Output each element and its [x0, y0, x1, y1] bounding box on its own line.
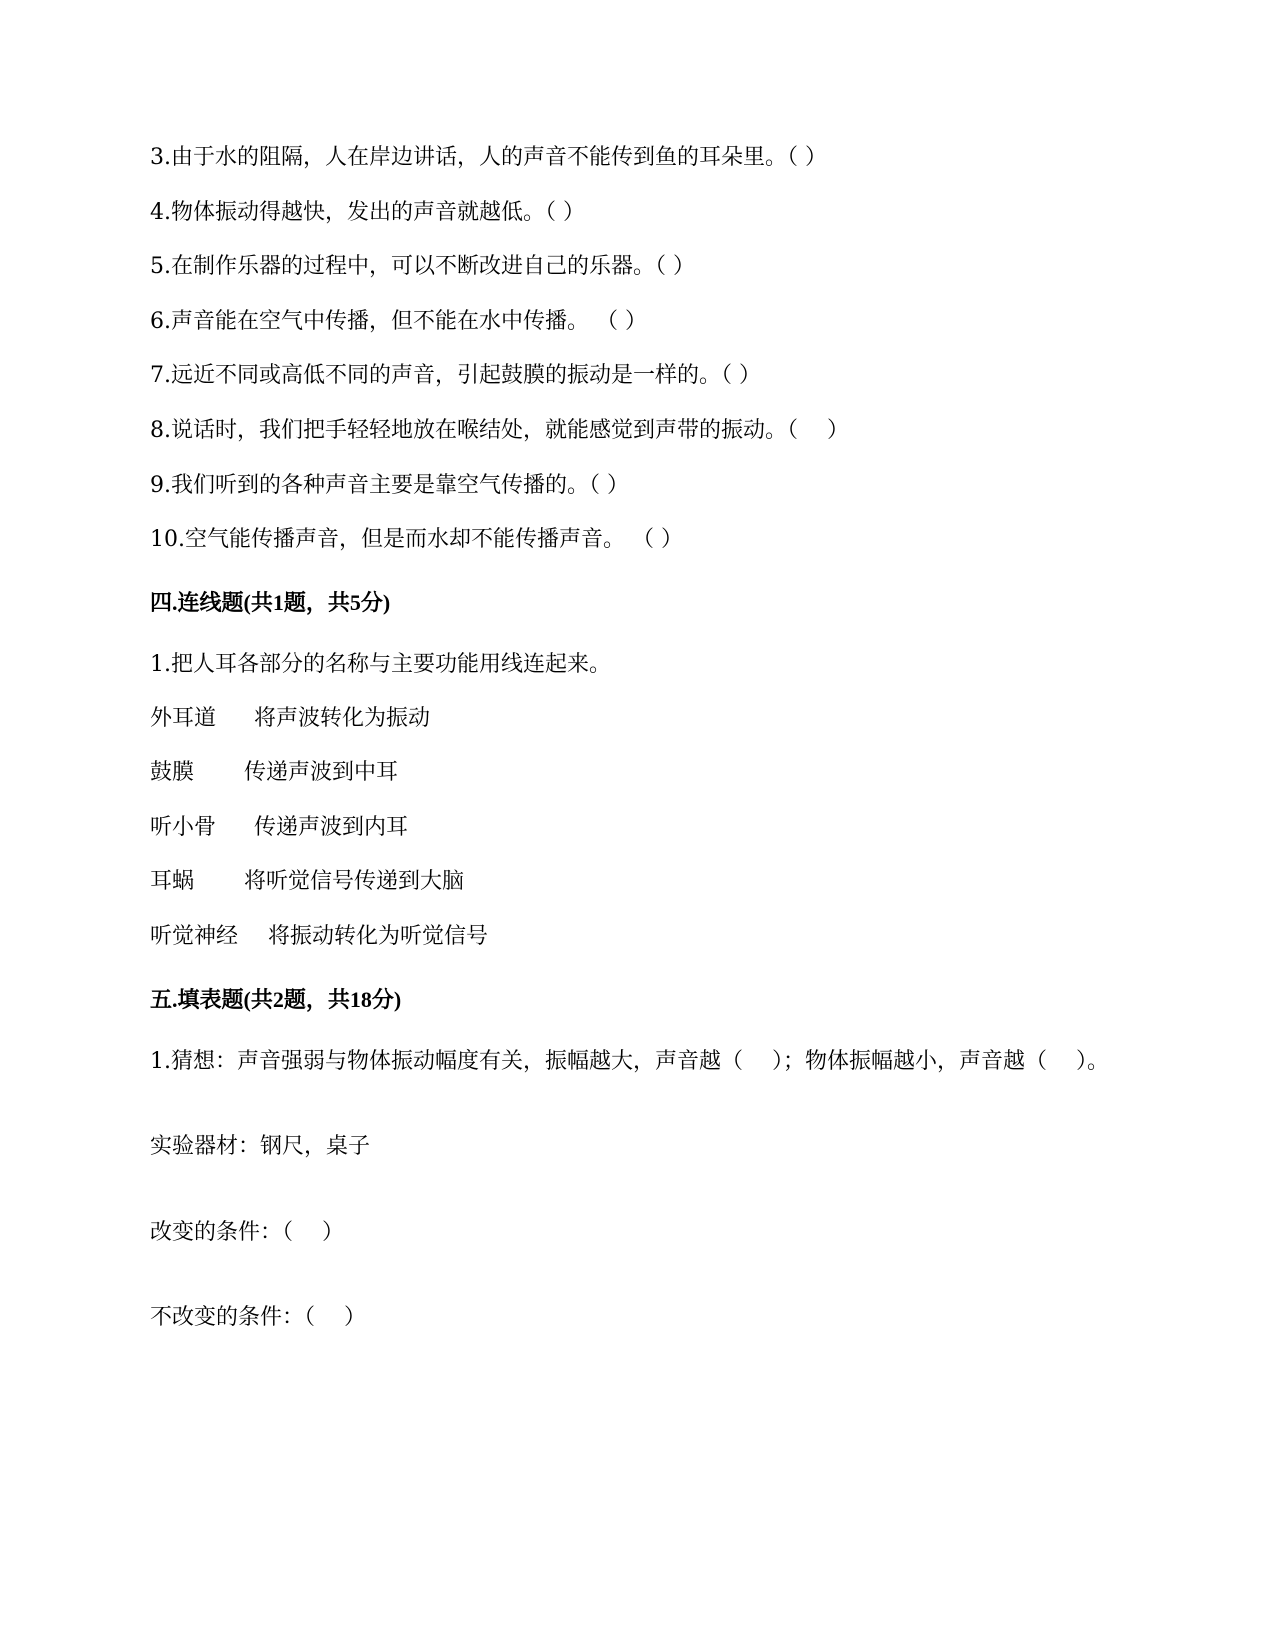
changed-condition: 改变的条件：（ ） — [150, 1220, 344, 1245]
matching-left-term: 耳蜗 — [150, 869, 195, 894]
section4-heading: 四.连线题(共1题，共5分) — [150, 590, 391, 615]
judgement-item-4: 4.物体振动得越快，发出的声音就越低。（ ） — [150, 200, 585, 225]
matching-row — [150, 703, 430, 735]
judgement-item-7: 7.远近不同或高低不同的声音，引起鼓膜的振动是一样的。（ ） — [150, 363, 761, 388]
judgement-item-10: 10.空气能传播声音，但是而水却不能传播声音。 （ ） — [150, 527, 683, 552]
judgement-item-8: 8.说话时，我们把手轻轻地放在喉结处，就能感觉到声带的振动。（ ） — [150, 418, 849, 443]
unchanged-condition: 不改变的条件：（ ） — [150, 1305, 366, 1330]
judgement-item-5: 5.在制作乐器的过程中，可以不断改进自己的乐器。（ ） — [150, 254, 695, 279]
matching-right-term: 传递声波到中耳 — [244, 760, 399, 785]
matching-left-term: 听小骨 — [150, 815, 217, 840]
fill-question: 1.猜想：声音强弱与物体振动幅度有关，振幅越大，声音越（ ）；物体振幅越小，声音越（ ）。 — [150, 1049, 1109, 1074]
matching-right-term: 将振动转化为听觉信号 — [268, 924, 489, 949]
matching-left-term: 鼓膜 — [150, 760, 195, 785]
materials-text: 实验器材：钢尺，桌子 — [150, 1134, 371, 1159]
judgement-item-3: 3.由于水的阻隔，人在岸边讲话，人的声音不能传到鱼的耳朵里。（ ） — [150, 145, 827, 170]
matching-right-term: 将听觉信号传递到大脑 — [244, 869, 465, 894]
matching-row — [150, 921, 488, 953]
matching-right-term: 传递声波到内耳 — [254, 815, 409, 840]
section5-heading: 五.填表题(共2题，共18分) — [150, 987, 402, 1012]
matching-right-term: 将声波转化为振动 — [254, 706, 431, 731]
matching-question: 1.把人耳各部分的名称与主要功能用线连起来。 — [150, 652, 611, 677]
judgement-item-6: 6.声音能在空气中传播，但不能在水中传播。 （ ） — [150, 309, 647, 334]
matching-row — [150, 866, 464, 898]
judgement-item-9: 9.我们听到的各种声音主要是靠空气传播的。（ ） — [150, 473, 629, 498]
matching-row — [150, 812, 408, 844]
matching-left-term: 外耳道 — [150, 706, 217, 731]
matching-row — [150, 757, 398, 789]
matching-left-term: 听觉神经 — [150, 924, 239, 949]
